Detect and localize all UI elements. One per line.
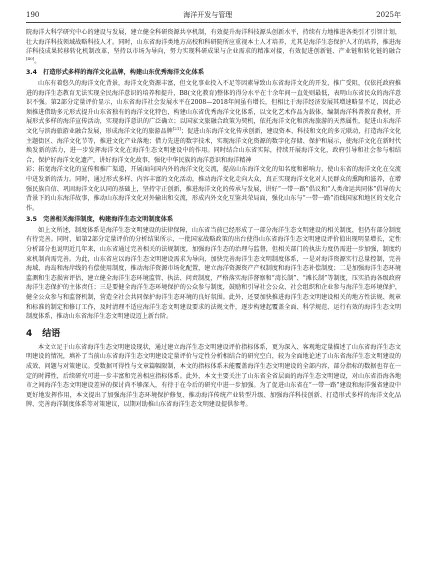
subsection-heading-3-5: 3.5 完善相关海洋制度，构建海洋生态文明制度体系	[26, 216, 174, 224]
citation-ref: [40]	[26, 55, 35, 61]
paragraph-intro: 院海洋大科学研究中心的建设与发展，建立健全科研资源共享机制，有效提升海洋科技源头创新水平，持续有力地推进各类引才引智计划，壮大海洋科技领域战略科技人才。同时，山东省海洋类地方高校和科研院所应重视本土人才培养，尤其是海洋生态保护人才的培养，推进海洋科技成果转移转化机制改革，坚持以市场为导向，努力实现科研成果与企业需求的精准对接，有效促进创新链、产业链和转化链的融合[40]。	[26, 29, 401, 65]
subsection-heading-3-4: 3.4 打造形式多样的海洋文化品牌，构建山东优秀海洋文化体系	[26, 69, 205, 77]
journal-year: 2025年	[376, 11, 401, 19]
journal-title: 海洋开发与管理	[183, 11, 233, 19]
page-header	[26, 8, 401, 23]
section-number: 4	[26, 328, 33, 339]
paragraph-3-4-a: 山东有着悠久的海洋文化背景，海洋文化资源丰富，但文化事业投入不足等因素导致山东省海洋文化的开发、推广受阻，仅依托政府推进的海洋生态教育无法实现全民海洋意识的培养和提升，B8(文化教育)整体的得分水平在十余年间一直处则最低，表明山东省民众的海洋意识不强。第2部分定量评价显示，山东省海洋社会发展水平在2008—2018年间虽有增长，但相比于海洋经济发展其增速略显不足，因此必须推进借助多元形式提升山东省独有的海洋文化特色，构建山东省优秀海洋文化体系，以文化艺术作品为载体，编制海洋科普教育教材，开展形式多样的海洋宣传活动，实现海洋意识的广泛确立；以国家文旅融合政策为契机，依托海洋文化和滨海旅游的天然属性，促进山东海洋文化与滨海旅游业融合发展，形成海洋文化的旅游品牌[21]；促进山东海洋文化传承创新，建设资本、科技和文化的多元联动，打造海洋文化主题街区、海洋文化节等，推进文化产业落地；借力先进的数字技术，实现海洋文化资源的数字化存储、保护和展示，使海洋文化在新时代焕发新的活力，进一步发挥海洋文化在海洋生态文明建设中的作用。同时结合山东省实际，持续开展海洋文化，政府引导和社会参与相结合，保护好海洋文化遗产，讲好海洋文化故事，强化中华民族的海洋意识和海洋精神	[26, 79, 402, 164]
article-body	[26, 28, 401, 410]
paragraph-conclusion: 本文立足于山东省海洋生态文明建设现状，通过建立海洋生态文明建设评价指标体系，更为深入、客观地定量描述了山东省海洋生态文明建设的情况，填补了当前山东省海洋生态文明建设定量评价与定性分析相结合的研究空白，较为全面地论述了山东省海洋生态文明建设的成效、问题与对策建议。受数据可得性与文章篇幅限制，本文的指标体系未能覆盖海洋生态文明建设的全部内容，部分指标的数据也存在一定的时滞性，后续研究可进一步丰富和完善相应指标体系。此外，本文主要关注了山东省全省层面的海洋生态文明建设，对山东省沿海各地市之间海洋生态文明建设差异的探讨尚不够深入，有待于在今后的研究中进一步加强。为了促进山东省在“一带一路”建设和海洋强省建设中更好地发挥作用，本文提出了加强海洋生态环境保护修复、推动海洋传统产业转型升级、加强海洋科技创新、打造形式多样的海洋文化品牌、完善海洋制度体系等对策建议，以期对助推山东省海洋生态文明建设提供参考。	[26, 343, 401, 409]
page-number: 190	[26, 11, 40, 19]
section-title: 结语	[42, 328, 61, 339]
paragraph-3-4-b: 彩；拓宽海洋文化的宣传和推广渠道，开展面向国内外的海洋文化交流，提高山东海洋文化的知名度和影响力，使山东省的海洋文化在交流中迸发新的活力。同时，通过形式多样、内容丰富的文化活动，推动海洋文化走向大众，真正实现海洋文化对人民群众的熏陶和滋养，在增强民族自信、巩固海洋文化认同的基础上，坚持守正创新，推进海洋文化的传承与发展，讲好“一带一路”倡议和“人类命运共同体”倡导的大背景下的山东海洋故事，推动山东海洋文化对外输出和交流，形成内外文化互鉴共荣局面，强化山东与“一带一路”沿线国家和地区的文化合作。	[26, 166, 401, 212]
paragraph-3-5: 如上文所述，制度体系是海洋生态文明建设的法律保障，山东省当前已经形成了一部分海洋生态文明建设的相关制度，但仍有部分制度有待完善。同时，如第2部分定量评价的分析结果所示，一批国家战略政策的出台使得山东省海洋生态文明建设评价值出现明显增长，定性分析部分也说明近几年来，山东省通过完善相关的法规制度，加强海洋生态的治理与监督，但相关部门的执法力度仍需进一步加强，制度约束机制尚需完善。为此，山东省应以海洋生态文明建设需求为导向，加快完善海洋生态文明制度体系，一是对海洋资源实行总量控制，完善海域、海岛和海岸线的有偿使用制度，推动海洋资源市场化配置，建立海洋资源资产产权制度和海洋生态补偿制度；二是加强海洋生态环境监测和生态损害评估，建立健全海洋生态环境监管、执法、问责制度，严格落实海洋督察和“湾长制”、“滩长制”等制度，压实沿海各级政府海洋生态保护的主体责任；三是要健全海洋生态环境保护的公众参与制度，鼓励和引导社会公众、社会组织和企业参与海洋生态环境保护，健全公众参与和监督机制，营造全社会共同保护海洋生态环境的良好氛围。此外，还要加快推进海洋生态文明建设相关的地方性法规、规章和标准的制定和修订工作，及时清理不适应海洋生态文明建设要求的法规文件，逐步构建起覆盖全面、科学规范、运行有效的海洋生态文明制度体系，推动山东省海洋生态文明建设迈上新台阶。	[26, 226, 401, 321]
citation-ref: [21]	[172, 125, 181, 131]
section-heading-4	[26, 328, 401, 340]
